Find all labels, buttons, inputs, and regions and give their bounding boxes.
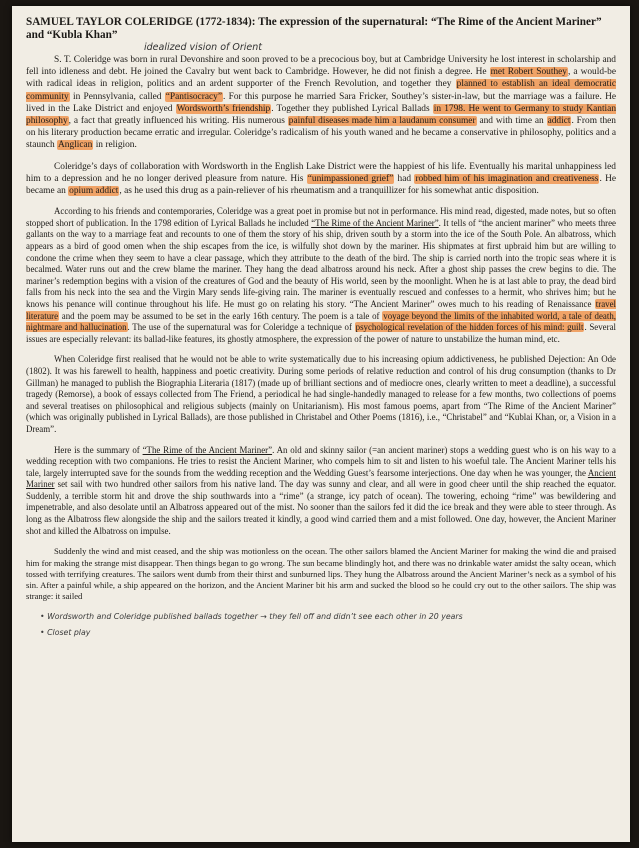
highlighted-text: psychological revelation of the hidden forces of his mind: guilt [355, 322, 584, 333]
text-segment: , a fact that greatly influenced his writing. His numerous [68, 116, 288, 127]
handwritten-note: • Closet play [40, 627, 91, 637]
paragraph [26, 161, 616, 198]
text-segment: . An old and skinny sailor (=an ancient mariner) stops a wedding guest who is on his way to a wedding reception with two companions. He tries to resist the Ancient Mariner, who compels him to sit and listen to his woeful tale. The Ancient Mariner tells his tale, largely interrupted save for the sounds from the wedding reception and the Wedding Guest’s fearsome interjections. One day when he was younger, the [26, 444, 616, 478]
paragraph [26, 445, 616, 538]
text-segment: had [394, 173, 415, 184]
highlighted-text: painful diseases made him a laudanum consumer [288, 116, 476, 127]
text-segment: in Pennsylvania, called [69, 91, 165, 102]
text-segment: . From then on his literary production became erratic and irregular. Coleridge’s radicalism of his youth waned and he became a conservative in philosophy, politics and a staunch [26, 116, 616, 151]
highlighted-text: in 1798. He went to Germany to study Kantian philosophy [26, 103, 617, 127]
article-body [26, 54, 616, 603]
underlined-text: “The Rime of the Ancient Mariner” [311, 217, 439, 228]
highlighted-text: Anglican [57, 140, 93, 151]
highlighted-text: planned to establish an ideal democratic community [26, 79, 616, 102]
text-segment: . He became an [26, 173, 617, 197]
page-title: SAMUEL TAYLOR COLERIDGE (1772-1834): The expression of the supernatural: “The Rime of the Ancient Mariner” and “Kubla Khan” [26, 16, 602, 41]
underlined-text: Ancient Mariner [26, 467, 616, 490]
text-segment: According to his friends and contemporaries, Coleridge was a great poet in promise but not in performance. His mind read, digested, made notes, but so often stopped short of publication. In the 1798 edition of Lyrical Ballads he included [26, 206, 616, 228]
document-page [12, 6, 630, 842]
highlighted-text: opium addict [69, 186, 119, 197]
text-segment: When Coleridge first realised that he would not be able to write systematically due to his increasing opium addictiveness, he published Dejection: An Ode (1802). It was his farewell to health, happiness and poetic creativity. During some periods of relative reduction and control of his drug consumption (thanks to Dr Gillman) he managed to publish the Biographia Literaria (1817) (made up of brilliant sections and of mediocre ones, clearly written to meet a deadline), a successful tragedy (Remorse), a book of essays collected from The Friend, a periodical he had single-handedly managed to release for a few months, two collections of poems and several treatises on philosophical and religious subjects (mainly on Unitarianism). His most famous poems, apart from “The Rime of the Ancient Mariner” (which was originally published in Lyrical Ballads), are those published in Christabel and Other Poems (1816), i.e., “Christabel” and “Kublai Khan, or, a Vision in a Dream”. [26, 354, 616, 434]
highlighted-text: travel literature [26, 298, 616, 321]
text-segment: . The use of the supernatural was for Coleridge a technique of [127, 322, 355, 333]
paragraph [26, 54, 616, 152]
handwritten-note: • Wordsworth and Coleridge published ballads together → they fell off and didn’t see each other in 20 years [40, 611, 463, 621]
paragraph [26, 206, 616, 345]
page-content [26, 16, 616, 641]
text-segment: Here is the summary of [54, 444, 143, 455]
paragraph [26, 546, 616, 602]
highlighted-text: Wordsworth’s friendship [176, 103, 271, 114]
underlined-text: “The Rime of the Ancient Mariner” [142, 444, 273, 455]
handwritten-notes [26, 609, 616, 641]
highlighted-text: “unimpassioned grief” [307, 173, 394, 184]
text-segment: S. T. Coleridge was born in rural Devonshire and soon proved to be a precocious boy, but at Cambridge University he lost interest in scholarship and fell into idleness and debt. He joined the Cavalry but went back to Cambridge. However, he did not finish a degree. He [26, 55, 616, 78]
text-segment: in religion. [93, 140, 137, 151]
text-segment: . Several issues are especially relevant: its ballad-like features, its ghostly atmosphere, the expression of the power of nature to unstabilize the human mind, etc. [26, 322, 616, 344]
highlighted-text: met Robert Southey [490, 67, 567, 78]
paragraph [26, 354, 616, 435]
highlighted-text: robbed him of his imagination and creativeness [415, 173, 599, 184]
highlighted-text: “Pantisocracy” [165, 91, 222, 102]
highlighted-text: addict [547, 116, 571, 127]
text-segment: Coleridge’s days of collaboration with Wordsworth in the English Lake District were the happiest of his life. Eventually his marital unhappiness led him to a depression and he no longer derived pleasure from nature. His [26, 161, 616, 184]
text-segment: set sail with two hundred other sailors from his native land. The day was sunny and clear, and all were in good cheer until the ship reached the equator. Suddenly, a terrible storm hit and drove the ship southwards into a “rime” (a strange, icy patch of ocean). The towering, echoing “rime” was bewildering and impenetrable, and also desolate until an Albatross appeared out of the mist. No sooner than the sailors fed it did the ice break and they were able to steer through. As long as the Albatross flew alongside the ship and the sailors treated it kindly, a good wind carried them and a mist followed. One day, however, the Ancient Mariner shot and killed the Albatross on impulse. [26, 479, 616, 536]
text-segment: and with time an [476, 116, 547, 127]
highlighted-text: voyage beyond the limits of the inhabited world, a tale of death, nightmare and hallucination [26, 310, 616, 333]
text-segment: . Together they published Lyrical Ballads [271, 103, 433, 114]
text-segment: . It tells of “the ancient mariner” who meets three gallants on the way to a marriage feat and recounts to one of them the story of his ship, driven south by a storm into the ice of the South Pole. An albatross, which appears as a bird of good omen when the ship escapes from the ice, is wilfully shot down by the mariner. His shipmates at first upbraid him but are willing to condone the crime when they seem to have a clear passage, which they attribute to the death of the bird. The ship is carried north into the tropic seas where it is becalmed. Water runs out and the crew blame the mariner. They hang the dead albatross around his neck. After a ghost ship passes the crew begins to die. The mariner’s redemption begins with a vision of the creatures of God and the beauty of His world, seen by the moonlight. When he is at last able to pray, the dead bird falls from his neck into the sea and the Virgin Mary sends life-giving rain. The mariner is eventually rescued and confesses to a hermit, who shrives him; but he knows his penance will continue throughout his life. He must go on relating his story. “The Ancient Mariner” owes much to his reading of Renaissance [26, 217, 616, 309]
text-segment: Suddenly the wind and mist ceased, and the ship was motionless on the ocean. The other sailors blamed the Ancient Mariner for making the wind die and praised him for making the strange mist disappear. Then things began to go wrong. The sun became blindingly hot, and there was no drinkable water amidst the salty ocean, which tossed with terrifying creatures. The sailors went dumb from their thirst and sunburned lips. They hung the Albatross around the Ancient Mariner’s neck as a symbol of his sin. After a painful while, a ship appeared on the horizon, and the Ancient Mariner bit his arm and sucked the blood so he could cry out to the other sailors. The ship was strange: it sailed [26, 546, 616, 602]
text-segment: , as he used this drug as a pain-reliever of his rheumatism and a tranquillizer for his somewhat antic disposition. [119, 186, 539, 197]
text-segment: and the poem may be assumed to be set in the early 16th century. The poem is a tale of [59, 310, 383, 321]
text-segment: . For this purpose he married Sara Fricker, Southey’s sister-in-law, but the marriage was a failure. He lived in the Lake District and enjoyed [26, 91, 617, 114]
handwritten-annotation: idealized vision of Orient [144, 42, 262, 53]
text-segment: , a would-be with radical ideas in religion, politics and an ardent supporter of the French Revolution, and together they [26, 67, 616, 90]
